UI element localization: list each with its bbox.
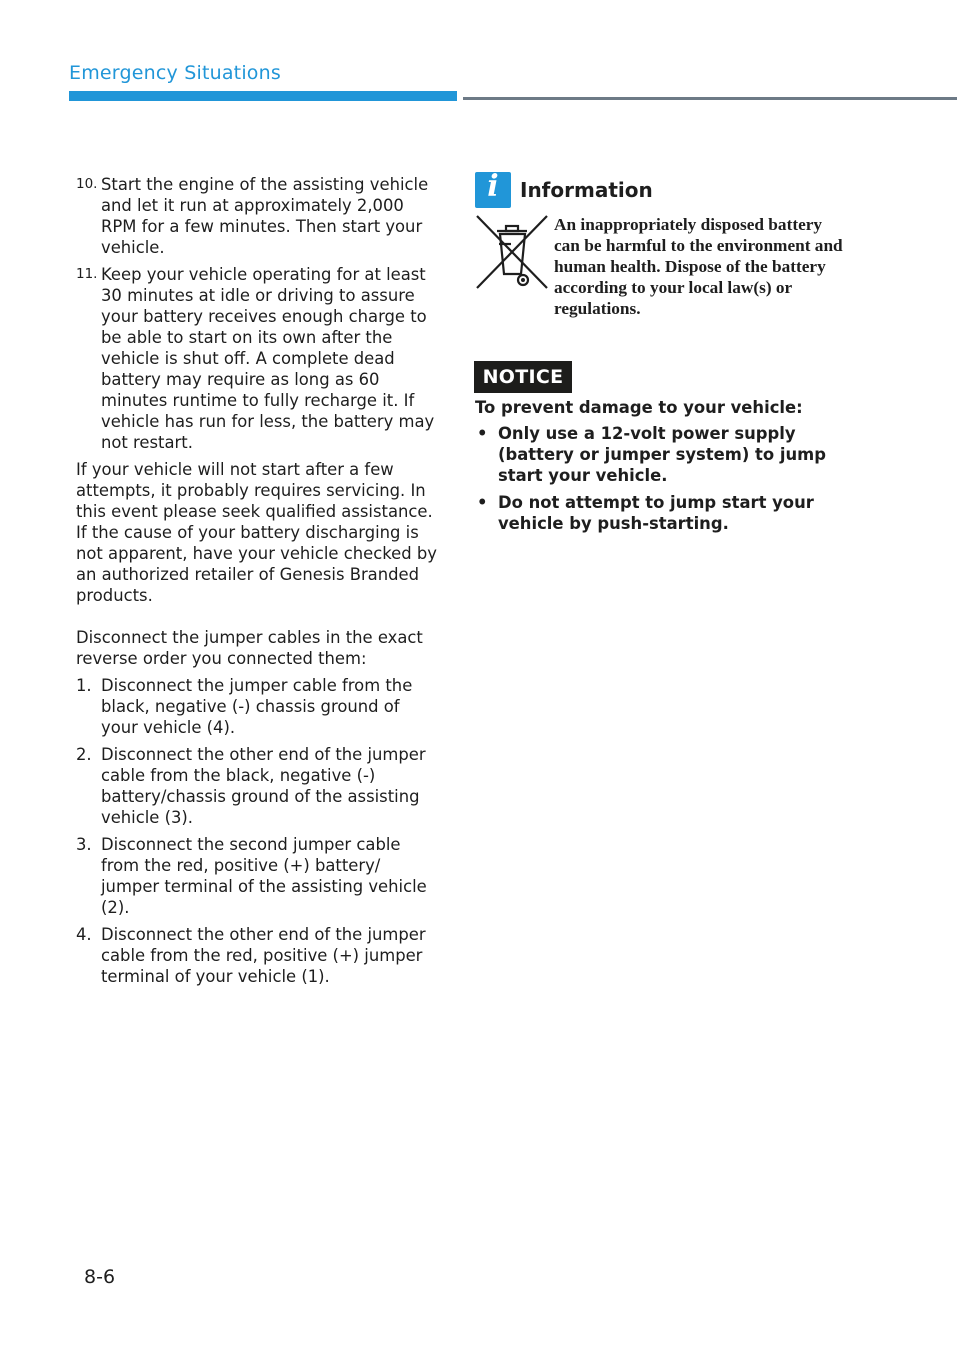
notice-body: [475, 397, 835, 540]
notice-intro: To prevent damage to your vehicle:: [475, 398, 803, 417]
notice-bullet-text: Only use a 12-volt power supply (battery or jumper system) to jump start your vehicle.: [498, 424, 826, 485]
step-text: Start the engine of the assisting vehicle and let it run at approximately 2,000 RPM for a few minutes. Then start your vehicle.: [101, 175, 429, 257]
information-title: Information: [520, 178, 653, 202]
step-text: Disconnect the jumper cable from the black, negative (-) chassis ground of your vehicle (4).: [101, 676, 413, 737]
notice-bullet: [475, 423, 835, 486]
header-rule: [463, 97, 957, 100]
step-number: 4.: [76, 925, 92, 944]
bullet-dot: •: [477, 493, 488, 512]
notice-bullet-text: Do not attempt to jump start your vehicle by push-starting.: [498, 493, 814, 533]
information-icon: [475, 169, 511, 208]
paragraph-servicing: If your vehicle will not start after a few attempts, it probably requires servicing. In this event please seek qualified assistance. If the cause of your battery discharging is not apparent, have your vehicle checked by an authorized retailer of Genesis Branded products.: [76, 460, 437, 605]
step-item: [76, 924, 438, 987]
notice-bullet: [475, 492, 835, 534]
information-header: [475, 169, 835, 208]
step-number: 11.: [76, 266, 98, 282]
step-text: Disconnect the other end of the jumper cable from the black, negative (-) battery/chassis ground of the assisting vehicle (3).: [101, 745, 426, 827]
section-title: Emergency Situations: [69, 62, 281, 84]
information-box: [475, 169, 843, 342]
crossed-out-bin-icon: [475, 214, 549, 292]
step-text: Keep your vehicle operating for at least 30 minutes at idle or driving to assure your battery receives enough charge to be able to start on its own after the vehicle is shut off. A complete dead battery may require as long as 60 minutes runtime to fully recharge it. If vehicle has run for less, the battery may not restart.: [101, 265, 435, 452]
paragraph-disconnect: Disconnect the jumper cables in the exact reverse order you connected them:: [76, 628, 423, 668]
step-item: [76, 174, 438, 258]
header-rule-accent: [69, 91, 457, 101]
step-number: 1.: [76, 676, 92, 695]
step-item: [76, 264, 438, 453]
step-text: Disconnect the other end of the jumper cable from the red, positive (+) jumper terminal of your vehicle (1).: [101, 925, 426, 986]
left-column: [76, 174, 438, 993]
bullet-dot: •: [477, 424, 488, 443]
step-item: [76, 675, 438, 738]
information-body: [475, 214, 843, 342]
step-text: Disconnect the second jumper cable from the red, positive (+) battery/ jumper terminal of the assisting vehicle (2).: [101, 835, 427, 917]
step-number: 3.: [76, 835, 92, 854]
step-number: 2.: [76, 745, 92, 764]
page-number: 8-6: [84, 1266, 116, 1288]
step-item: [76, 744, 438, 828]
information-text: An inappropriately disposed battery can be harmful to the environment and human health. Dispose of the battery according to your local law(s) or regulations.: [554, 215, 843, 318]
step-number: 10.: [76, 176, 98, 192]
step-item: [76, 834, 438, 918]
notice-badge: NOTICE: [474, 361, 572, 393]
information-icon-glyph: i: [487, 169, 499, 204]
